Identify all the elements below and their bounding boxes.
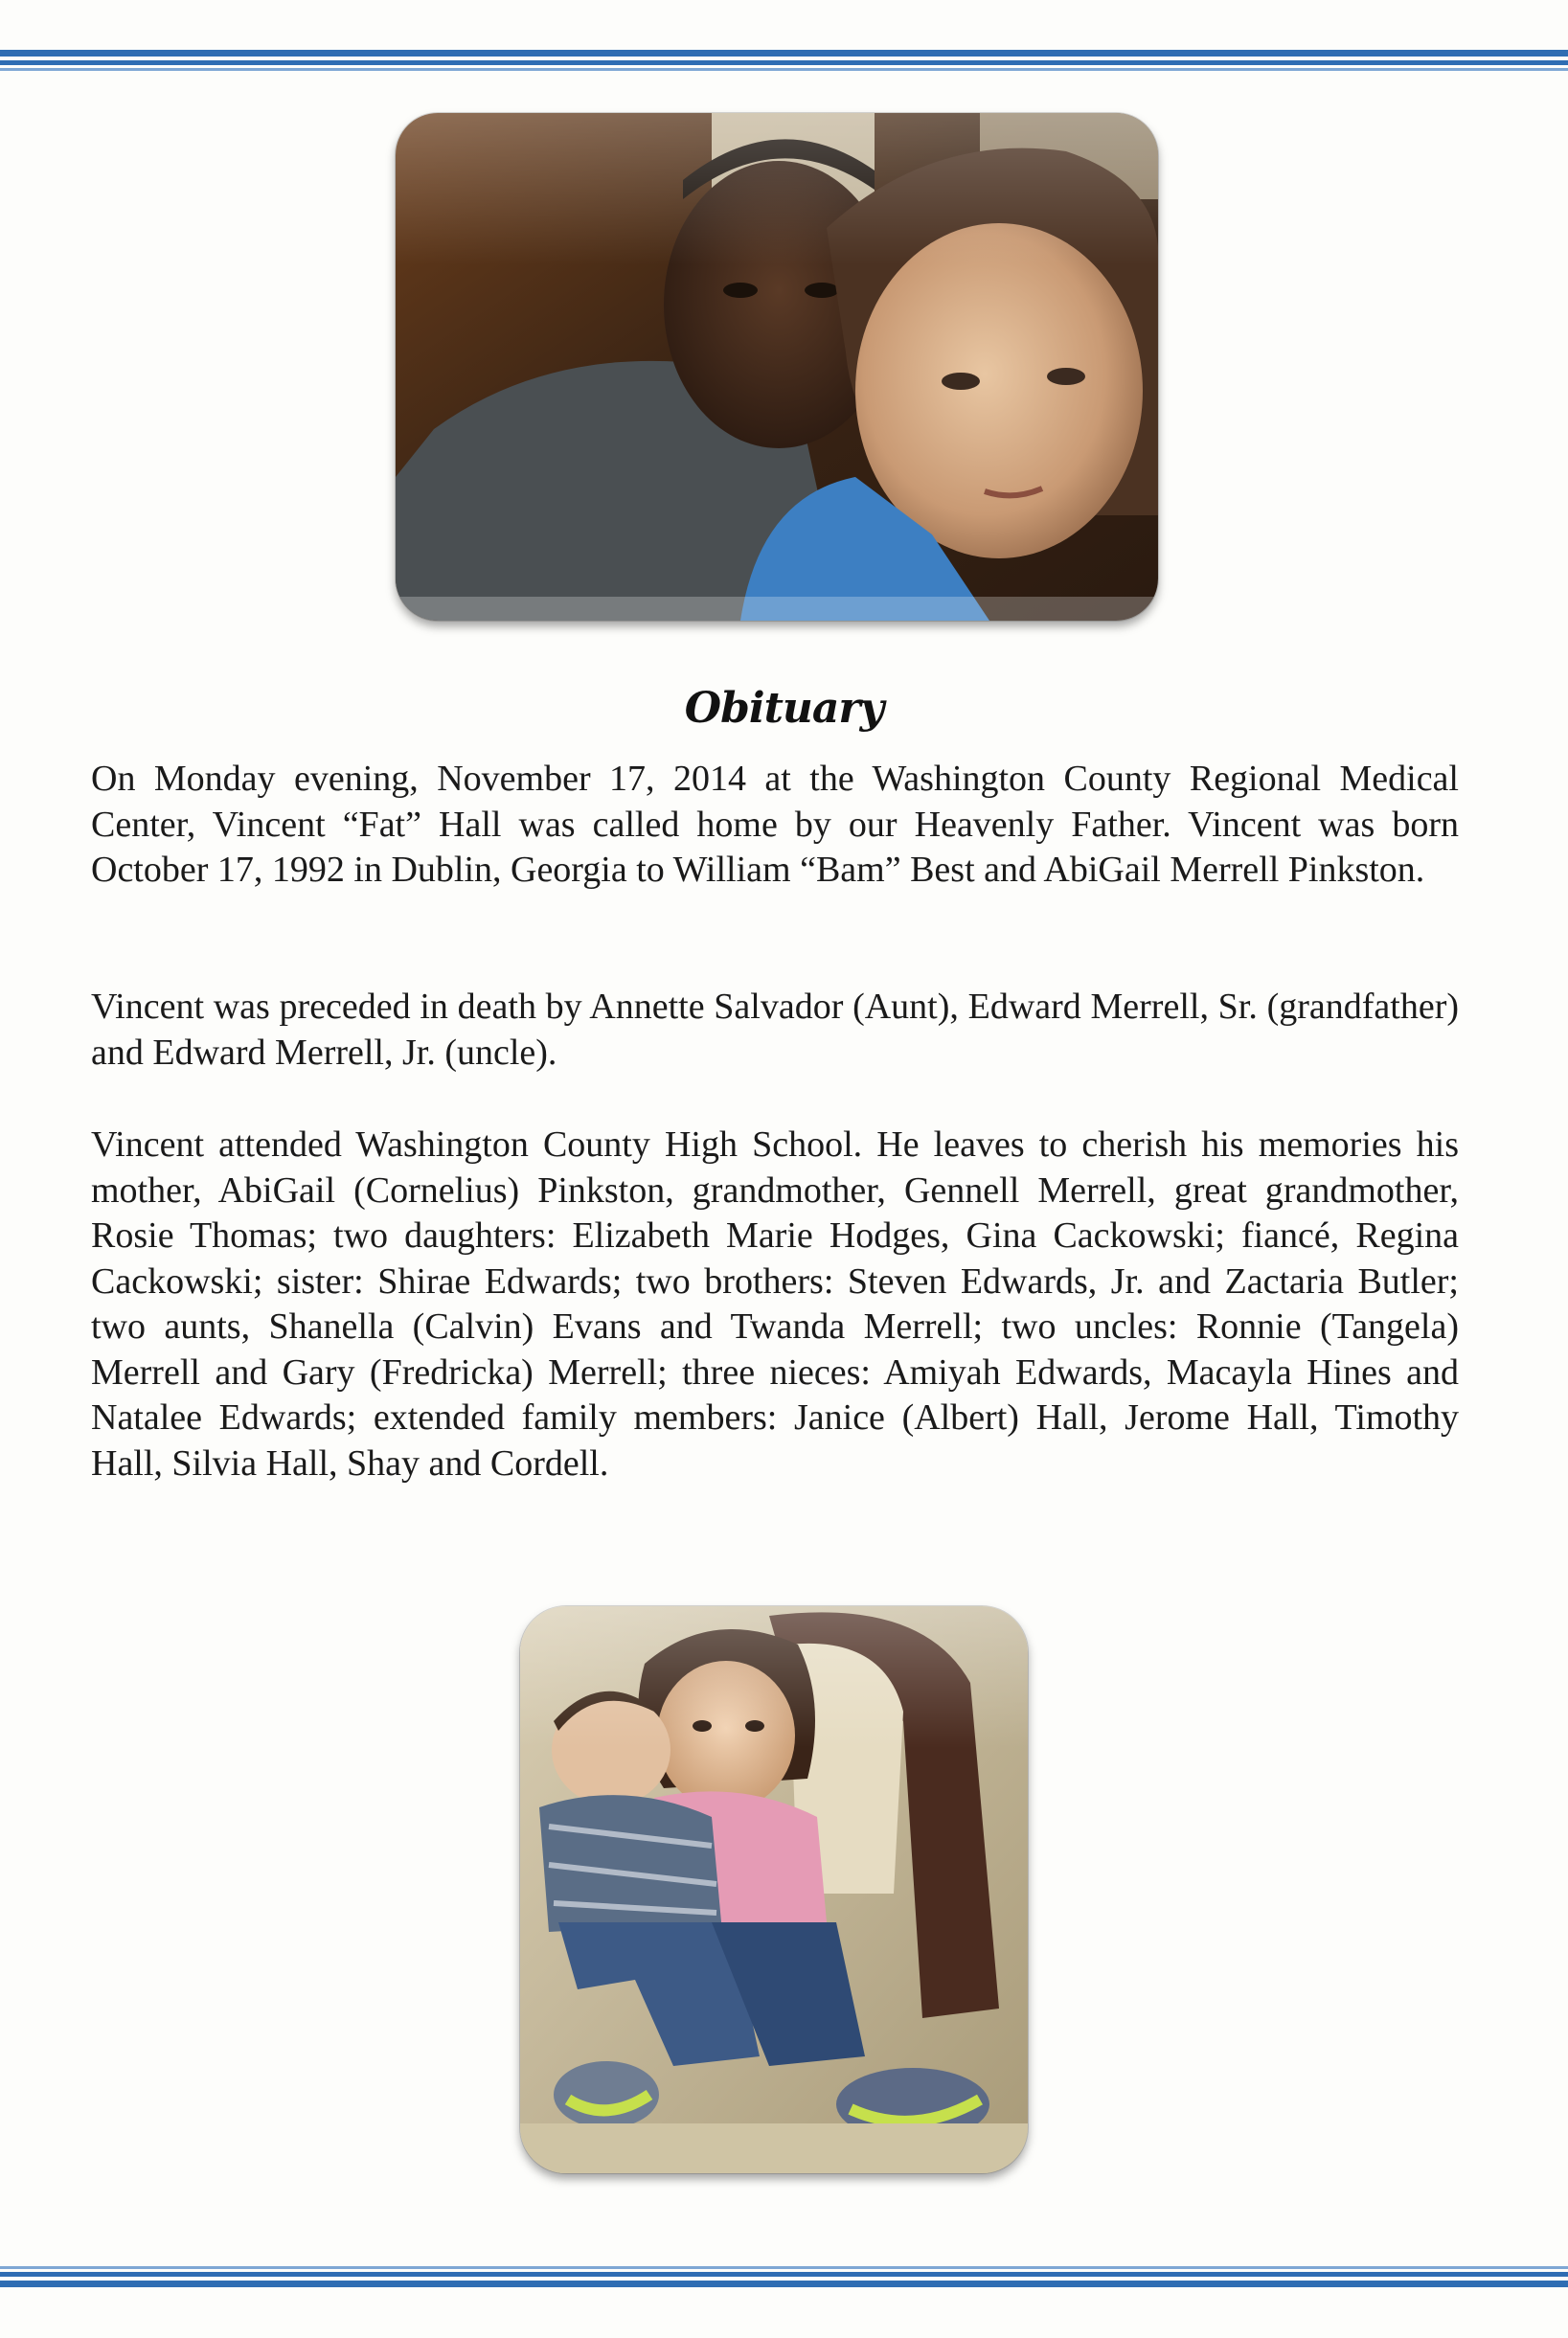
- top-border-line: [0, 50, 1568, 57]
- obituary-heading: Obituary: [684, 684, 884, 733]
- children-photo-image: [520, 1606, 1028, 2173]
- bottom-border-line: [0, 2281, 1568, 2287]
- bottom-border-line: [0, 2272, 1568, 2277]
- bottom-border: [0, 2266, 1568, 2291]
- top-border: [0, 50, 1568, 75]
- obituary-paragraph: On Monday evening, November 17, 2014 at the Washington County Regional Medical Center, Vincent “Fat” Hall was called home by our Heavenly Father. Vincent was born October 17, 1992 in Dublin, Georgia to William “Bam” Best and AbiGail Merrell Pinkston.: [91, 759, 1459, 890]
- bottom-border-line: [0, 2266, 1568, 2269]
- obituary-paragraph: Vincent was preceded in death by Annette Salvador (Aunt), Edward Merrell, Sr. (grandfather) and Edward Merrell, Jr. (uncle).: [91, 987, 1459, 1073]
- children-photo: [520, 1606, 1028, 2173]
- portrait-photo-image: [396, 113, 1158, 621]
- portrait-photo: [396, 113, 1158, 621]
- obituary-paragraph: Vincent attended Washington County High School. He leaves to cherish his memories his mother, AbiGail (Cornelius) Pinkston, grandmother, Gennell Merrell, great grandmother, Rosie Thomas; two daughters: Elizabeth Marie Hodges, Gina Cackowski; fiancé, Regina Cackowski; sister: Shirae Edwards; two brothers: Steven Edwards, Jr. and Zactaria Butler; two aunts, Shanella (Calvin) Evans and Twanda Merrell; two uncles: Ronnie (Tangela) Merrell and Gary (Fredricka) Merrell; three nieces: Amiyah Edwards, Macayla Hines and Natalee Edwards; extended family members: Janice (Albert) Hall, Jerome Hall, Timothy Hall, Silvia Hall, Shay and Cordell.: [91, 1124, 1459, 1484]
- top-border-line: [0, 60, 1568, 65]
- top-border-line: [0, 68, 1568, 71]
